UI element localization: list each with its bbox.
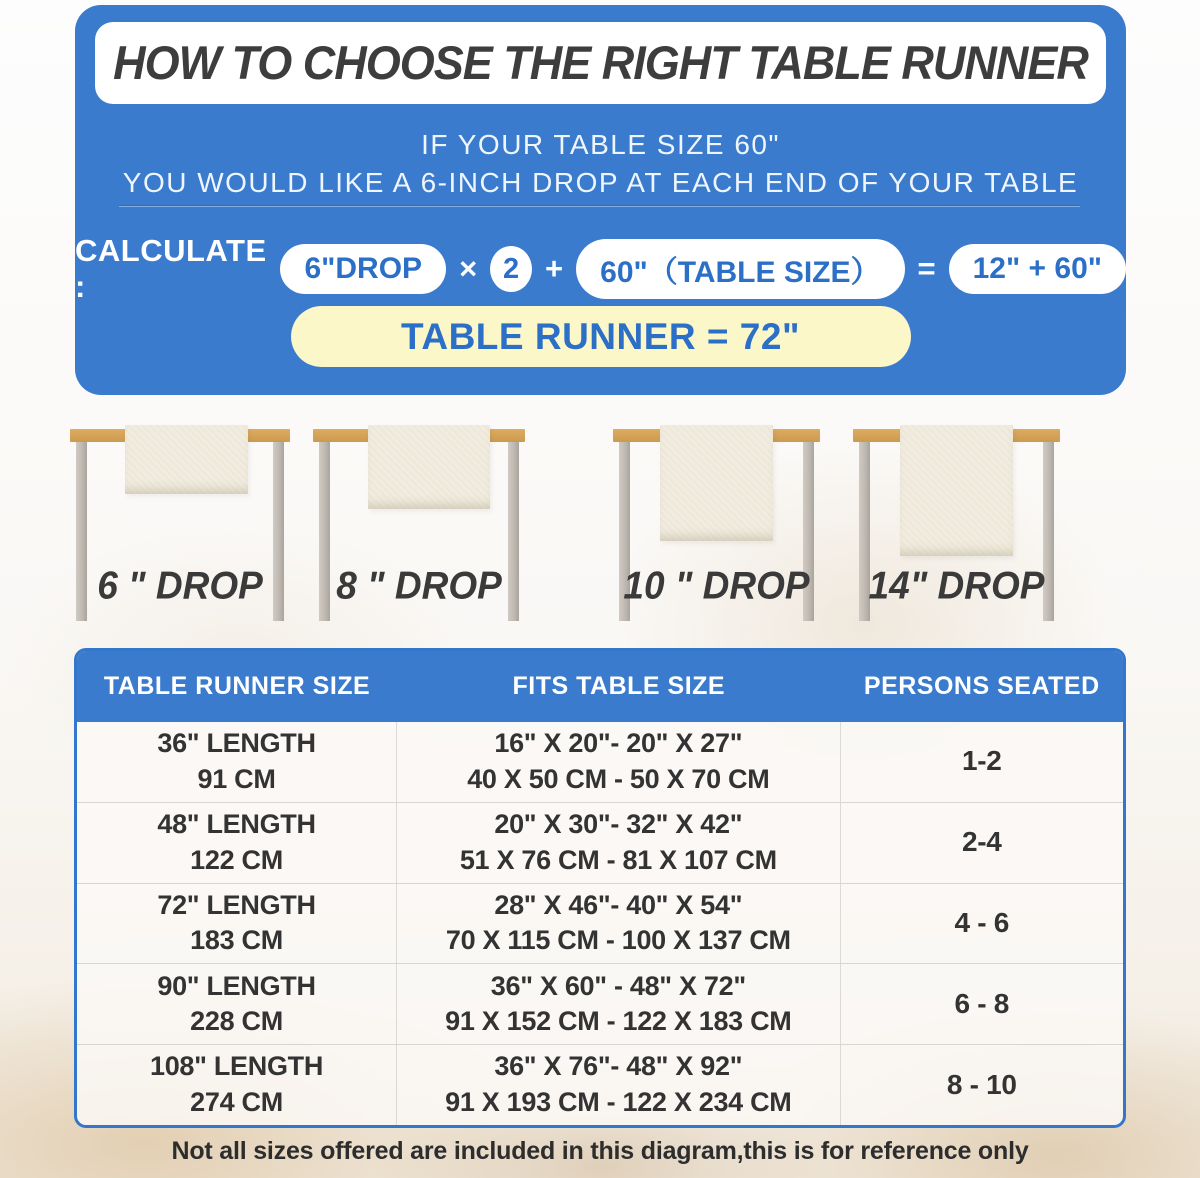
page-title: HOW TO CHOOSE THE RIGHT TABLE RUNNER	[113, 35, 1088, 90]
fits-table-inches: 28" X 46"- 40" X 54"	[494, 889, 743, 920]
fits-table-cell	[397, 803, 841, 883]
result-pill: 12" + 60"	[949, 244, 1126, 294]
runner-size-cm: 274 CM	[190, 1087, 283, 1118]
drop-label: 10 " DROP	[623, 563, 810, 607]
fits-table-inches: 20" X 30"- 32" X 42"	[494, 809, 743, 840]
runner-size-cell	[77, 1045, 397, 1125]
fits-table-cm: 91 X 193 CM - 122 X 234 CM	[445, 1087, 792, 1118]
runner-size-cm: 91 CM	[197, 763, 276, 794]
table-illustration-10-drop	[613, 397, 820, 632]
fits-table-inches: 36" X 60" - 48" X 72"	[490, 970, 746, 1001]
table-row	[77, 802, 1123, 883]
drop-label: 8 " DROP	[336, 563, 502, 607]
fits-table-inches: 16" X 20"- 20" X 27"	[494, 728, 743, 759]
intro-line-1: IF YOUR TABLE SIZE 60"	[421, 129, 780, 160]
intro-line-2: YOU WOULD LIKE A 6-INCH DROP AT EACH END OF YOUR TABLE	[122, 167, 1079, 198]
formula-row	[75, 233, 1126, 305]
column-header-fits-table: FITS TABLE SIZE	[512, 672, 726, 700]
fits-table-inches: 36" X 76"- 48" X 92"	[494, 1051, 743, 1082]
disclaimer-note: Not all sizes offered are included in this diagram,this is for reference only	[171, 1137, 1029, 1165]
plus-sign: +	[545, 251, 564, 286]
runner-size-cell	[77, 803, 397, 883]
calculate-label: CALCULATE :	[75, 233, 267, 304]
runner-size-inches: 72" LENGTH	[157, 889, 316, 920]
runner-size-cell	[77, 884, 397, 964]
table-row	[77, 1044, 1123, 1125]
size-chart	[74, 648, 1126, 1128]
table-illustration-14-drop	[853, 397, 1060, 632]
persons-seated-cell: 8 - 10	[946, 1068, 1017, 1100]
drop-examples	[0, 397, 1200, 647]
persons-seated-cell: 6 - 8	[954, 987, 1010, 1019]
fits-table-cell	[397, 722, 841, 802]
calculation-panel	[75, 5, 1126, 395]
table-size-pill: 60"（TABLE SIZE）	[576, 239, 904, 299]
table-row	[77, 883, 1123, 964]
runner-size-cell	[77, 964, 397, 1044]
multiply-sign: ×	[459, 251, 478, 286]
runner-size-cm: 183 CM	[190, 925, 283, 956]
runner-size-inches: 90" LENGTH	[157, 970, 316, 1001]
runner-size-cm: 122 CM	[190, 844, 283, 875]
persons-seated-cell: 2-4	[961, 826, 1002, 858]
table-row	[77, 722, 1123, 802]
drop-label: 6 " DROP	[97, 563, 263, 607]
drop-label: 14" DROP	[868, 563, 1045, 607]
table-runner-cloth	[660, 425, 773, 541]
runner-size-cell	[77, 722, 397, 802]
fits-table-cell	[397, 1045, 841, 1125]
table-illustration-8-drop	[313, 397, 525, 632]
fits-table-cell	[397, 964, 841, 1044]
final-result-pill: TABLE RUNNER = 72"	[291, 306, 911, 367]
fits-table-cm: 91 X 152 CM - 122 X 183 CM	[445, 1006, 792, 1037]
equals-sign: =	[917, 251, 936, 286]
runner-size-inches: 48" LENGTH	[157, 809, 316, 840]
column-header-persons: PERSONS SEATED	[863, 672, 1100, 700]
fits-table-cm: 40 X 50 CM - 50 X 70 CM	[467, 763, 770, 794]
multiplier-badge: 2	[490, 246, 532, 292]
title-banner	[95, 22, 1106, 104]
table-row	[77, 963, 1123, 1044]
table-runner-cloth	[900, 425, 1013, 556]
table-runner-cloth	[125, 425, 248, 494]
table-runner-cloth	[368, 425, 490, 509]
fits-table-cell	[397, 884, 841, 964]
table-illustration-6-drop	[70, 397, 290, 632]
fits-table-cm: 51 X 76 CM - 81 X 107 CM	[459, 844, 777, 875]
panel-divider	[119, 206, 1080, 207]
size-chart-header	[77, 651, 1123, 722]
size-chart-body	[77, 722, 1123, 1125]
column-header-runner-size: TABLE RUNNER SIZE	[103, 672, 371, 700]
fits-table-cm: 70 X 115 CM - 100 X 137 CM	[445, 925, 791, 956]
drop-value-pill: 6"DROP	[280, 244, 446, 294]
persons-seated-cell: 1-2	[961, 745, 1002, 777]
persons-seated-cell: 4 - 6	[954, 907, 1010, 939]
runner-size-inches: 108" LENGTH	[150, 1051, 324, 1082]
runner-size-inches: 36" LENGTH	[157, 728, 316, 759]
runner-size-cm: 228 CM	[190, 1006, 283, 1037]
